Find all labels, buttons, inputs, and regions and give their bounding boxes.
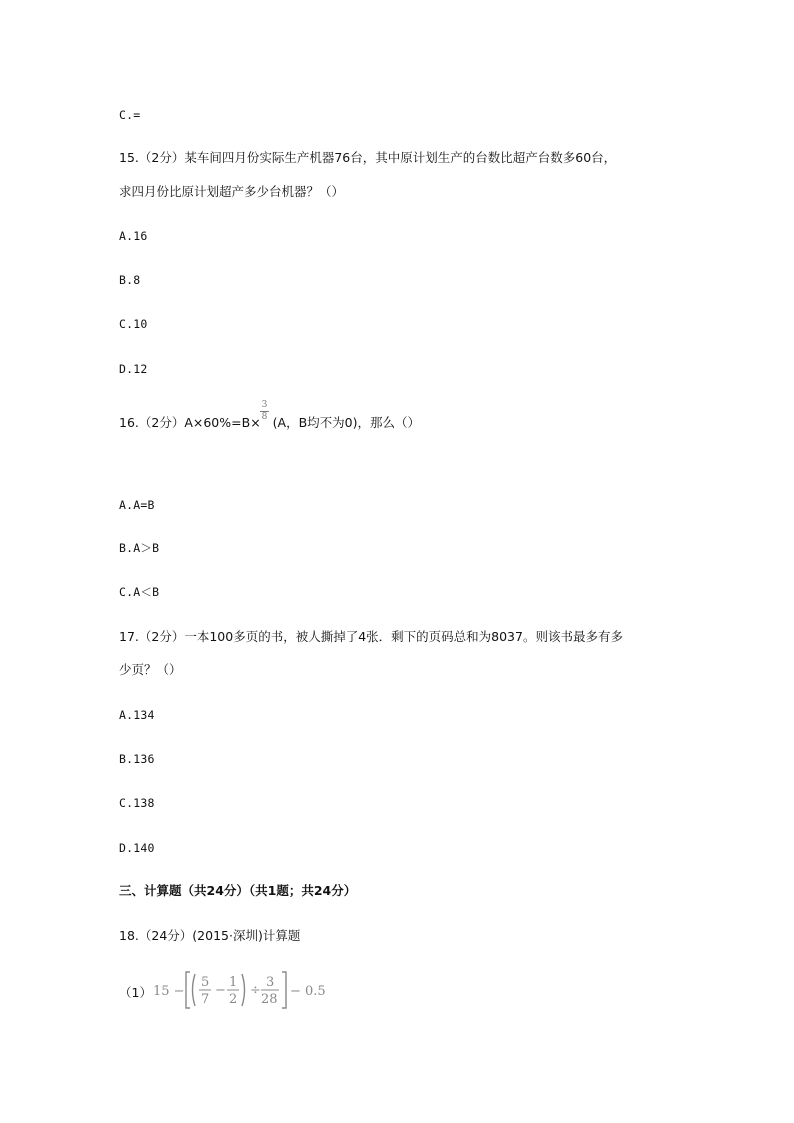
q16-stem [119, 415, 420, 431]
q18-formula [153, 966, 333, 1014]
q16-fraction-numerator: 3 [261, 400, 268, 410]
q16-fraction [260, 401, 269, 422]
q16-option-b: B.A＞B [119, 541, 160, 555]
q15-stem-line2: 求四月份比原计划超产多少台机器？（） [119, 184, 345, 199]
q16-option-c: C.A＜B [119, 585, 160, 599]
frac2-denominator: 2 [229, 992, 238, 1007]
q17-option-a: A.134 [119, 708, 155, 722]
q17-option-d: D.140 [119, 841, 155, 855]
q18-part1-label: （1） [119, 985, 152, 1000]
q16-stem-suffix: (A，B均不为0)，那么（） [272, 415, 421, 430]
q15-option-a: A.16 [119, 229, 148, 243]
q16-option-a: A.A=B [119, 498, 155, 512]
q18-stem: 18.（24分）(2015·深圳)计算题 [119, 928, 301, 943]
formula-lead: 15 − [153, 984, 185, 999]
q15-option-c: C.10 [119, 317, 148, 331]
q17-stem-line1: 17.（2分）一本100多页的书，被人撕掉了4张．剩下的页码总和为8037。则该书最多有多 [119, 629, 623, 644]
frac1-denominator: 7 [201, 992, 210, 1007]
q17-option-c: C.138 [119, 796, 155, 810]
q15-option-d: D.12 [119, 362, 148, 376]
frac1-numerator: 5 [201, 975, 210, 990]
left-bracket-icon [186, 972, 190, 1008]
formula-tail: − 0.5 [290, 984, 326, 999]
left-paren-icon [193, 974, 196, 1006]
right-paren-icon [242, 974, 245, 1006]
q15-option-b: B.8 [119, 273, 141, 287]
divide-sign: ÷ [250, 983, 261, 998]
frac3-denominator: 28 [261, 992, 278, 1007]
minus-sign: − [215, 983, 226, 998]
frac2-numerator: 1 [229, 975, 238, 990]
q17-option-b: B.136 [119, 752, 155, 766]
frac3-numerator: 3 [266, 975, 275, 990]
q15-stem-line1: 15.（2分）某车间四月份实际生产机器76台，其中原计划生产的台数比超产台数多60台， [119, 150, 617, 165]
section-3-title: 三、计算题（共24分）（共1题；共24分） [119, 883, 357, 898]
q16-stem-prefix: 16.（2分）A×60%=B× [119, 415, 261, 430]
right-bracket-icon [282, 972, 286, 1008]
q14-option-c: C.= [119, 108, 141, 122]
q17-stem-line2: 少页？（） [119, 662, 182, 677]
q16-fraction-denominator: 8 [261, 412, 268, 422]
